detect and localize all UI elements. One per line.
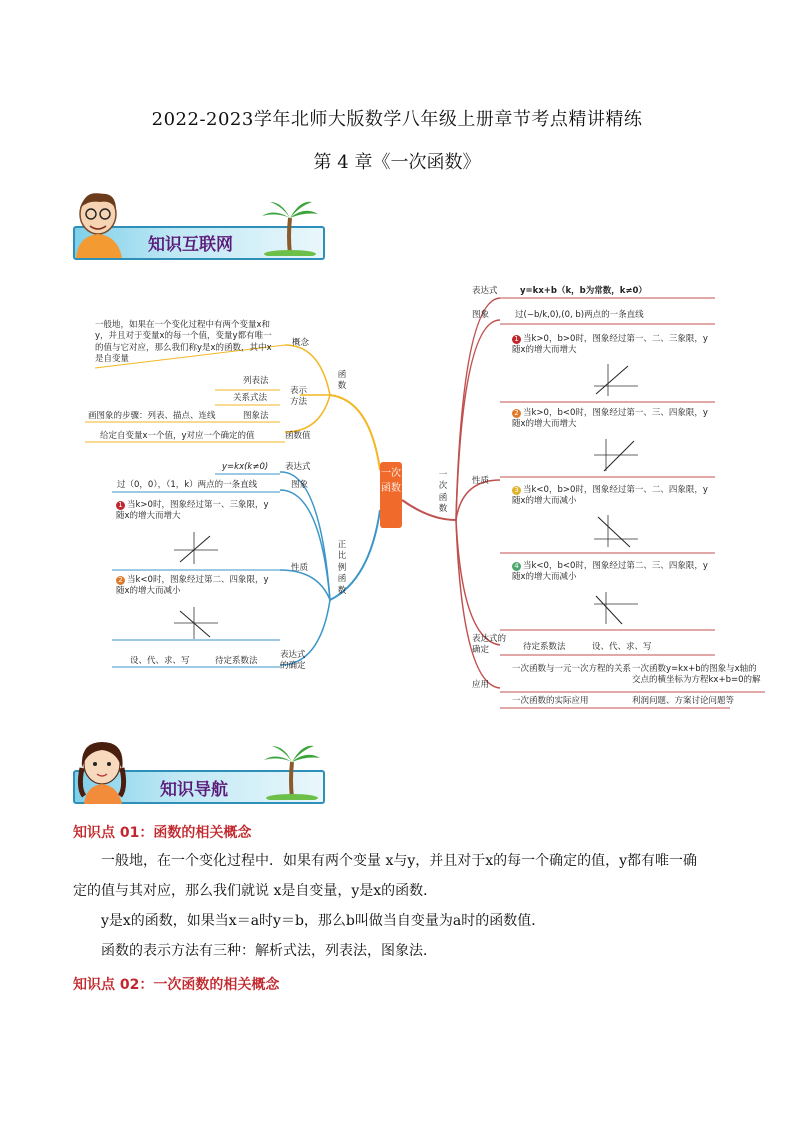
apply-real: 一次函数的实际应用 [512, 696, 589, 706]
prop-expr: y=kx(k≠0) [222, 462, 269, 472]
rep-method-table: 列表法 [243, 376, 269, 386]
prop-nature-label: 性质 [291, 563, 309, 573]
palm-tree-icon [262, 740, 322, 800]
mindmap-center: 一次函数 [380, 462, 402, 528]
graph-steps: 画图象的步骤：列表、描点、连线 [88, 411, 216, 421]
badge-4: 4 [512, 562, 521, 571]
lin-nature-4-text: 当k<0，b<0时，图象经过第二、三、四象限，y随x的增大而减小 [512, 561, 708, 583]
graph-prop-k-negative [172, 605, 220, 641]
graph-lin-3 [592, 513, 640, 549]
prop-nature-2-text: 当k<0时，图象经过第二、四象限，y随x的增大而减小 [116, 575, 269, 597]
kp1-title: 知识点 01：函数的相关概念 [73, 825, 252, 841]
lin-determine-method: 待定系数法 [523, 642, 566, 652]
branch-proportional: 正比例函数 [337, 540, 347, 596]
banner-title: 知识互联网 [148, 235, 233, 255]
lin-nature-3-text: 当k<0，b>0时，图象经过第一、二、四象限，y随x的增大而减小 [512, 485, 708, 507]
graph-lin-4 [592, 590, 640, 626]
lin-nature-2-text: 当k>0，b<0时，图象经过第一、三、四象限，y随x的增大而增大 [512, 408, 708, 430]
lin-nature-label: 性质 [472, 476, 490, 486]
badge-1: 1 [116, 501, 125, 510]
func-value-text: 给定自变量x一个值，y对应一个确定的值 [100, 431, 255, 441]
rep-method-formula: 关系式法 [233, 393, 268, 403]
lin-nature-3 [512, 485, 712, 508]
lin-nature-1 [512, 334, 712, 357]
prop-determine-steps: 设、代、求、写 [130, 656, 190, 666]
prop-image-text: 过（0，0），（1，k）两点的一条直线 [117, 480, 258, 490]
banner-title: 知识导航 [160, 780, 228, 800]
graph-lin-1 [592, 362, 640, 398]
func-value-label: 函数值 [285, 431, 311, 441]
lin-determine-steps: 设、代、求、写 [592, 642, 652, 652]
apply-real-detail: 利润问题、方案讨论问题等 [632, 696, 735, 706]
badge-2: 2 [512, 409, 521, 418]
prop-nature-2 [116, 575, 276, 598]
concept-label: 概念 [292, 338, 310, 348]
apply-label: 应用 [472, 680, 490, 690]
apply-relationship: 一次函数与一元一次方程的关系 [512, 664, 632, 674]
kp1-paragraph-3: 函数的表示方法有三种：解析式法，列表法，图象法． [101, 943, 437, 959]
document-title: 2022-2023学年北师大版数学八年级上册章节考点精讲精练 [151, 109, 643, 130]
lin-image-text: 过(−b/k,0),(0, b)两点的一条直线 [515, 310, 644, 320]
representation-label: 表示方法 [290, 386, 308, 408]
kp2-title: 知识点 02：一次函数的相关概念 [73, 977, 280, 993]
branch-function: 函数 [337, 370, 347, 392]
graph-lin-2 [592, 437, 640, 473]
concept-text: 一般地，如果在一个变化过程中有两个变量x和y，并且对于变量x的每一个值，变量y都有唯一的值与它对应，那么我们称y是x的函数，其中x是自变量 [95, 320, 272, 365]
lin-determine-label: 表达式的确定 [472, 634, 507, 656]
prop-nature-1 [116, 500, 276, 523]
chapter-title: 第 4 章《一次函数》 [313, 152, 481, 173]
lin-nature-1-text: 当k>0，b>0时，图象经过第一、二、三象限，y随x的增大而增大 [512, 334, 708, 356]
lin-nature-2 [512, 408, 712, 431]
lin-expr-label: 表达式 [472, 286, 498, 296]
prop-image-label: 图象 [291, 480, 309, 490]
kp1-paragraph-1b: 定的值与其对应，那么我们就说 x是自变量，y是x的函数． [73, 883, 438, 899]
branch-linear: 一次函数 [438, 470, 448, 515]
lin-image-label: 图象 [472, 310, 490, 320]
rep-method-graph: 图象法 [243, 411, 269, 421]
kp1-paragraph-2: y是x的函数，如果当x＝a时y＝b，那么b叫做当自变量为a时的函数值． [101, 913, 546, 929]
apply-relationship-detail: 一次函数y=kx+b的图象与x轴的交点的横坐标为方程kx+b=0的解 [632, 664, 761, 686]
lin-expr: y=kx+b（k，b为常数，k≠0） [520, 286, 647, 296]
prop-expr-label: 表达式 [285, 462, 311, 472]
prop-determine-label: 表达式的确定 [280, 650, 306, 672]
prop-determine-method: 待定系数法 [215, 656, 258, 666]
lin-nature-4 [512, 561, 712, 584]
badge-1: 1 [512, 335, 521, 344]
graph-prop-k-positive [172, 530, 220, 566]
prop-nature-1-text: 当k>0时，图象经过第一、三象限，y随x的增大而增大 [116, 500, 269, 522]
badge-3: 3 [512, 486, 521, 495]
kp1-paragraph-1: 一般地，在一个变化过程中．如果有两个变量 x与y，并且对于x的每一个确定的值，y都有唯一确 [101, 853, 698, 869]
student-girl-icon [70, 738, 136, 804]
badge-2: 2 [116, 576, 125, 585]
